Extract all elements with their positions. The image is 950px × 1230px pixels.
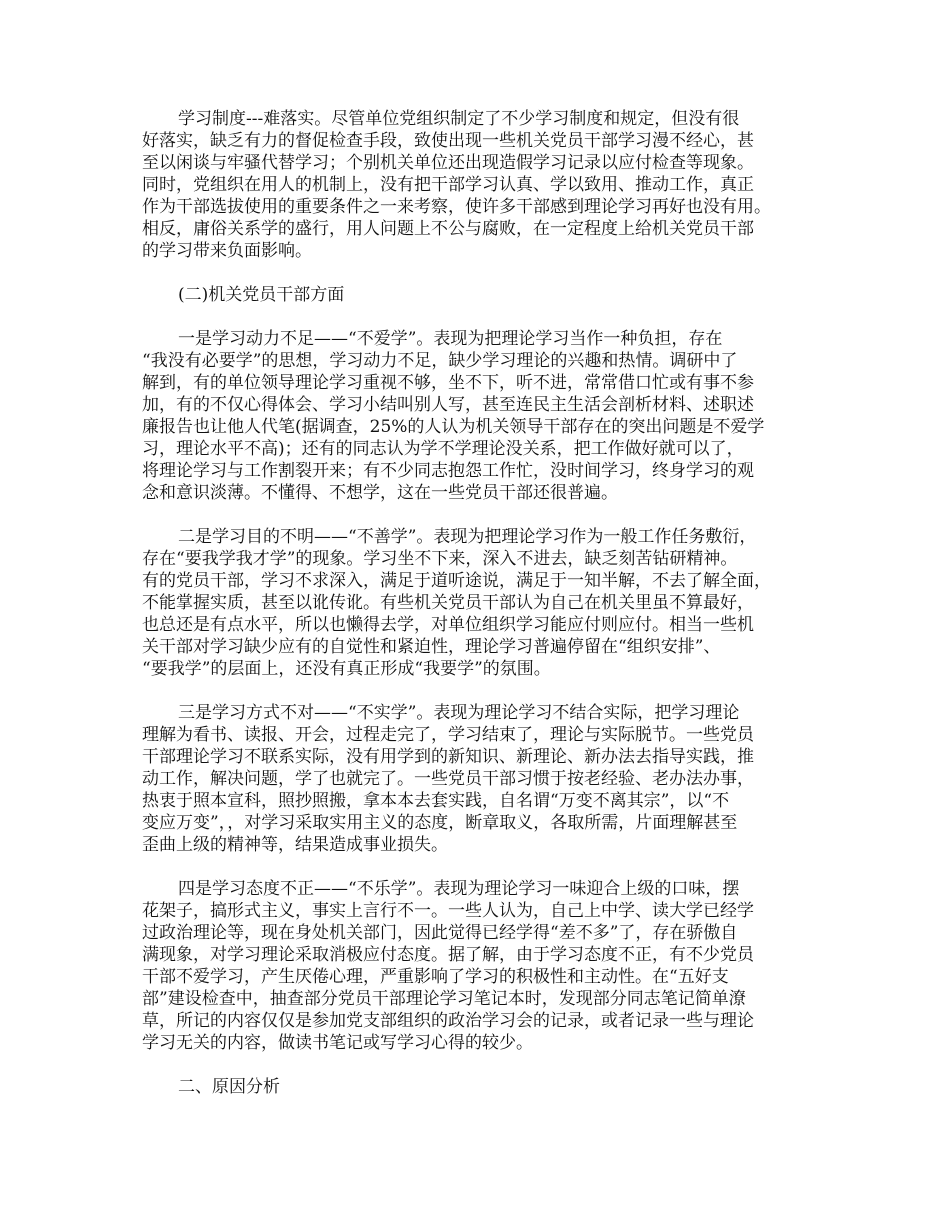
text-line: 学习无关的内容，做读书笔记或写学习心得的较少。 xyxy=(142,1033,533,1053)
text-line: 的学习带来负面影响。 xyxy=(142,241,312,261)
text-line: 学习制度---难落实。尽管单位党组织制定了不少学习制度和规定，但没有很 xyxy=(178,109,740,129)
text-line: 好落实，缺乏有力的督促检查手段，致使出现一些机关党员干部学习漫不经心，甚 xyxy=(142,131,754,151)
text-line: 廉报告也让他人代笔(据调查，25%的人认为机关领导干部存在的突出问题是不爱学 xyxy=(142,417,765,437)
section-heading-cadre xyxy=(142,284,822,306)
text-line: 满现象，对学习理论采取消极应付态度。据了解，由于学习态度不正，有不少党员 xyxy=(142,945,754,965)
text-line: 不能掌握实质，甚至以讹传讹。有些机关党员干部认为自己在机关里虽不算最好， xyxy=(142,593,754,613)
text-line: 干部理论学习不联系实际，没有用学到的新知识、新理论、新办法去指导实践，推 xyxy=(142,747,754,767)
text-line: 同时，党组织在用人的机制上，没有把干部学习认真、学以致用、推动工作，真正 xyxy=(142,175,754,195)
heading-line: 二、原因分析 xyxy=(178,1077,280,1097)
text-line: 解到，有的单位领导理论学习重视不够，坐不下，听不进，常常借口忙或有事不参 xyxy=(142,373,754,393)
text-line: 一是学习动力不足——“不爱学”。表现为把理论学习当作一种负担，存在 xyxy=(178,329,723,349)
text-line: 有的党员干部，学习不求深入，满足于道听途说，满足于一知半解，不去了解全面， xyxy=(142,571,771,591)
document-page xyxy=(142,108,822,1120)
text-line: 二是学习目的不明——“不善学”。表现为把理论学习作为一般工作任务敷衍， xyxy=(178,527,757,547)
text-line: 四是学习态度不正——“不乐学”。表现为理论学习一味迎合上级的口味，摆 xyxy=(178,879,740,899)
text-line: “我没有必要学”的思想，学习动力不足，缺少学习理论的兴趣和热情。调研中了 xyxy=(142,351,738,371)
paragraph-method xyxy=(142,702,822,856)
text-line: 加，有的不仅心得体会、学习小结叫别人写，甚至连民主生活会剖析材料、述职述 xyxy=(142,395,754,415)
text-line: “要我学”的层面上，还没有真正形成“我要学”的氛围。 xyxy=(142,659,551,679)
text-line: 干部不爱学习，产生厌倦心理，严重影响了学习的积极性和主动性。在“五好支 xyxy=(142,967,729,987)
text-line: 草，所记的内容仅仅是参加党支部组织的政治学习会的记录，或者记录一些与理论 xyxy=(142,1011,754,1031)
text-line: 作为干部选拔使用的重要条件之一来考察，使许多干部感到理论学习再好也没有用。 xyxy=(142,197,771,217)
paragraph-attitude xyxy=(142,878,822,1054)
text-line: 念和意识淡薄。不懂得、不想学，这在一些党员干部还很普遍。 xyxy=(142,483,618,503)
text-line: 三是学习方式不对——“不实学”。表现为理论学习不结合实际，把学习理论 xyxy=(178,703,740,723)
text-line: 动工作，解决问题，学了也就完了。一些党员干部习惯于按老经验、老办法办事， xyxy=(142,769,754,789)
paragraph-motivation xyxy=(142,328,822,504)
heading-line: (二)机关党员干部方面 xyxy=(178,285,345,305)
text-line: 习，理论水平不高)；还有的同志认为学不学理论没关系，把工作做好就可以了， xyxy=(142,439,744,459)
text-line: 关干部对学习缺少应有的自觉性和紧迫性，理论学习普遍停留在“组织安排”、 xyxy=(142,637,721,657)
text-line: 理解为看书、读报、开会，过程走完了，学习结束了，理论与实际脱节。一些党员 xyxy=(142,725,754,745)
text-line: 歪曲上级的精神等，结果造成事业损失。 xyxy=(142,835,448,855)
text-line: 部”建设检查中，抽查部分党员干部理论学习笔记本时，发现部分同志笔记简单潦 xyxy=(142,989,746,1009)
paragraph-purpose xyxy=(142,526,822,680)
text-line: 热衷于照本宣科，照抄照搬，拿本本去套实践，自名谓“万变不离其宗”，以“不 xyxy=(142,791,730,811)
text-line: 花架子，搞形式主义，事实上言行不一。一些人认为，自己上中学、读大学已经学 xyxy=(142,901,754,921)
text-line: 至以闲谈与牢骚代替学习；个别机关单位还出现造假学习记录以应付检查等现象。 xyxy=(142,153,754,173)
text-line: 变应万变”，，对学习采取实用主义的态度，断章取义，各取所需，片面理解甚至 xyxy=(142,813,738,833)
text-line: 存在“要我学我才学”的现象。学习坐不下来，深入不进去，缺乏刻苦钻研精神。 xyxy=(142,549,738,569)
paragraph-study-system xyxy=(142,108,822,262)
text-line: 也总还是有点水平，所以也懒得去学，对单位组织学习能应付则应付。相当一些机 xyxy=(142,615,754,635)
text-line: 过政治理论等，现在身处机关部门，因此觉得已经学得“差不多”了，存在骄傲自 xyxy=(142,923,738,943)
section-heading-causes xyxy=(142,1076,822,1098)
text-line: 相反，庸俗关系学的盛行，用人问题上不公与腐败，在一定程度上给机关党员干部 xyxy=(142,219,754,239)
text-line: 将理论学习与工作割裂开来；有不少同志抱怨工作忙，没时间学习，终身学习的观 xyxy=(142,461,754,481)
